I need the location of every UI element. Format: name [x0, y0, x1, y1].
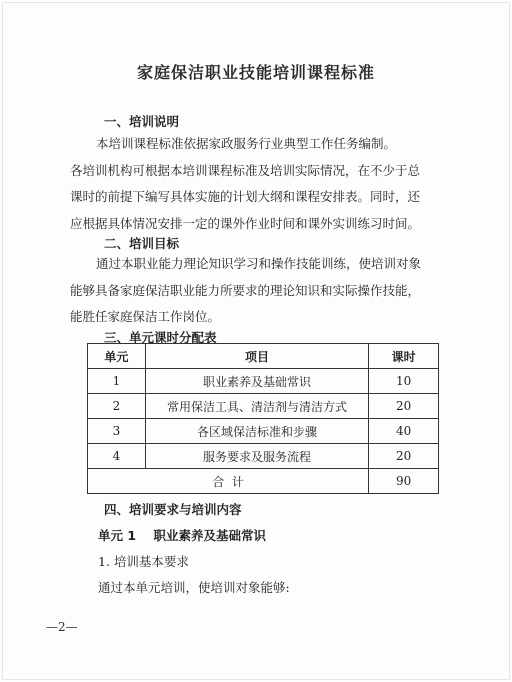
- cell-unit: 3: [88, 419, 146, 444]
- cell-hours: 20: [369, 394, 439, 419]
- cell-item: 服务要求及服务流程: [145, 444, 368, 469]
- unit-hours-table: [87, 343, 439, 494]
- cell-hours: 40: [369, 419, 439, 444]
- header-unit: 单元: [88, 344, 146, 369]
- cell-hours: 10: [369, 369, 439, 394]
- header-item: 项目: [145, 344, 368, 369]
- section-2-body: [70, 251, 460, 331]
- paragraph-line: 本培训课程标准依据家政服务行业典型工作任务编制。: [96, 136, 397, 151]
- unit-1-heading: 单元 1 职业素养及基础常识: [98, 528, 266, 543]
- unit-1-line: 通过本单元培训，使培训对象能够:: [98, 580, 290, 595]
- cell-item: 常用保洁工具、清洁剂与清洁方式: [145, 394, 368, 419]
- paragraph-line: 能够具备家庭保洁职业能力所要求的理论知识和实际操作技能，: [70, 282, 421, 298]
- total-hours: 90: [369, 469, 439, 494]
- paragraph-line: 应根据具体情况安排一定的课外作业时间和课外实训练习时间。: [70, 215, 421, 231]
- cell-unit: 1: [88, 369, 146, 394]
- page-number: —2—: [46, 620, 78, 634]
- paragraph-line: 课时的前提下编写具体实施的计划大纲和课程安排表。同时，还: [70, 189, 421, 204]
- total-label: 合 计: [88, 469, 369, 494]
- section-heading-1: 一、培训说明: [104, 114, 180, 129]
- table-row: [88, 419, 439, 444]
- cell-item: 职业素养及基础常识: [145, 369, 368, 394]
- section-heading-2: 二、培训目标: [104, 236, 180, 251]
- page-title: 家庭保洁职业技能培训课程标准: [136, 63, 375, 82]
- section-1-body: [70, 131, 460, 237]
- unit-1-sub-heading: 1. 培训基本要求: [98, 554, 189, 569]
- paragraph-line: 通过本职业能力理论知识学习和操作技能训练，使培训对象: [96, 256, 422, 271]
- header-hours: 课时: [369, 344, 439, 369]
- table-row: [88, 369, 439, 394]
- cell-unit: 4: [88, 444, 146, 469]
- cell-hours: 20: [369, 444, 439, 469]
- table-row: [88, 394, 439, 419]
- section-heading-4: 四、培训要求与培训内容: [104, 502, 242, 517]
- paragraph-line: 各培训机构可根据本培训课程标准及培训实际情况，在不少于总: [70, 162, 421, 178]
- table-row: [88, 444, 439, 469]
- cell-unit: 2: [88, 394, 146, 419]
- paragraph-line: 能胜任家庭保洁工作岗位。: [70, 309, 221, 324]
- table-total-row: [88, 469, 439, 494]
- section-heading-3: 三、单元课时分配表: [104, 330, 217, 345]
- cell-item: 各区域保洁标准和步骤: [145, 419, 368, 444]
- table-header-row: [88, 344, 439, 369]
